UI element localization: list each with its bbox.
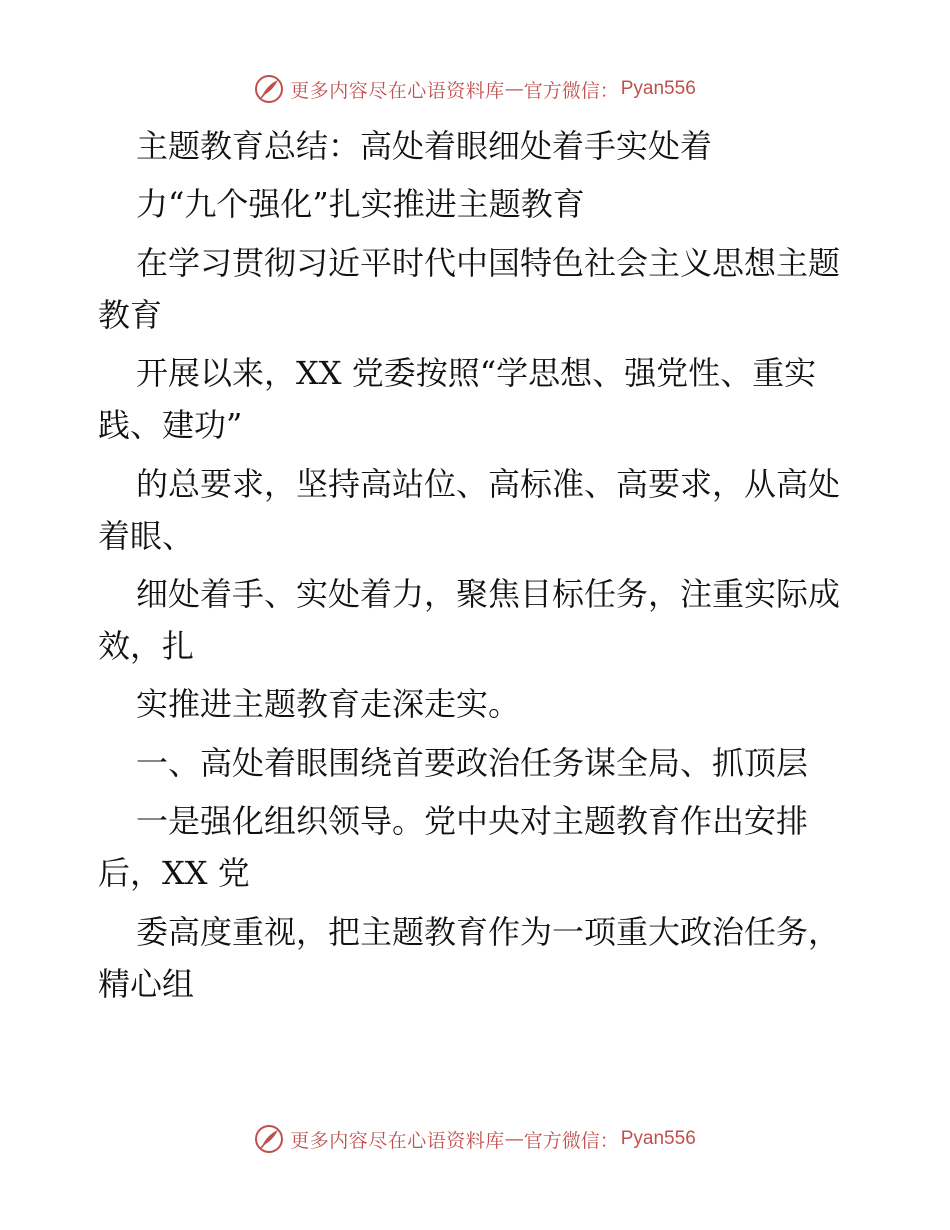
document-body	[98, 120, 858, 1016]
paragraph-2: 开展以来，XX 党委按照“学思想、强党性、重实践、建功”	[98, 354, 817, 445]
watermark-brand: 更多内容尽在心语资料库	[290, 1129, 505, 1152]
paragraph-7: 委高度重视，把主题教育作为一项重大政治任务，精心组	[98, 912, 841, 1003]
feather-quill-logo-icon	[254, 1124, 284, 1154]
header-watermark	[0, 67, 950, 111]
watermark-label: 官方微信：	[523, 79, 619, 102]
document-title-line-1: 主题教育总结：高处着眼细处着手实处着	[136, 127, 713, 165]
watermark-brand: 更多内容尽在心语资料库	[290, 79, 505, 102]
watermark-account: Pyan556	[620, 78, 696, 99]
paragraph-4: 细处着手、实处着力，聚焦目标任务，注重实际成效，扎	[98, 574, 841, 665]
paragraph-6: 一是强化组织领导。党中央对主题教育作出安排后，XX 党	[98, 802, 809, 893]
watermark-label: 官方微信：	[523, 1129, 619, 1152]
footer-watermark	[0, 1117, 950, 1161]
paragraph-5: 实推进主题教育走深走实。	[136, 685, 521, 724]
paragraph-1: 在学习贯彻习近平时代中国特色社会主义思想主题教育	[98, 243, 841, 334]
watermark-account: Pyan556	[620, 1128, 696, 1149]
watermark-separator: —	[504, 78, 524, 100]
feather-quill-logo-icon	[254, 74, 284, 104]
document-title-line-2: 力“九个强化”扎实推进主题教育	[136, 185, 585, 224]
paragraph-3: 的总要求，坚持高站位、高标准、高要求，从高处着眼、	[98, 464, 841, 555]
section-heading-1: 一、高处着眼围绕首要政治任务谋全局、抓顶层	[136, 743, 809, 782]
watermark-separator: —	[504, 1128, 524, 1150]
